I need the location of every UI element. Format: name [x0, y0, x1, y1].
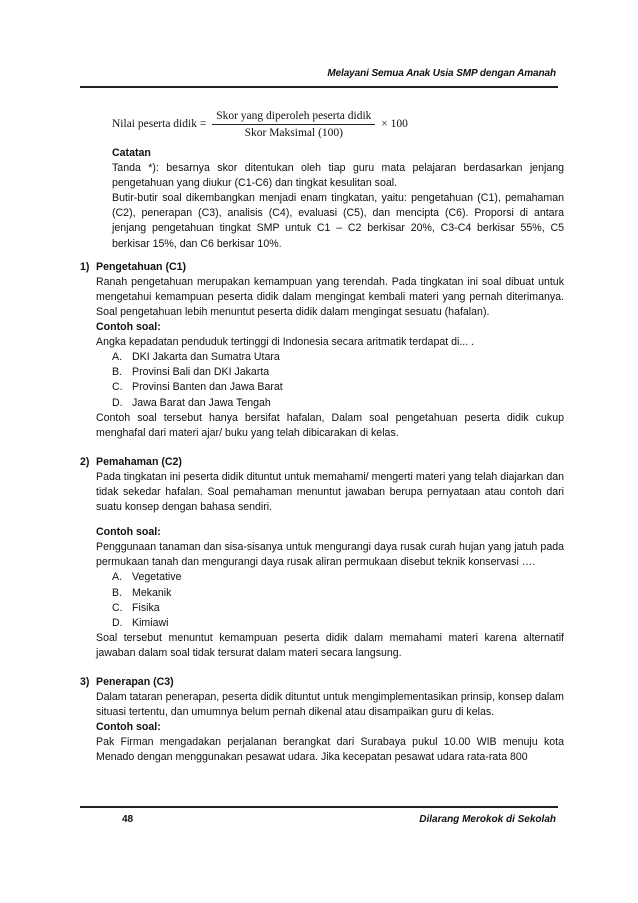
option-list	[96, 570, 564, 630]
document-body	[80, 146, 564, 766]
option-item	[112, 570, 564, 585]
option-text: Mekanik	[132, 586, 172, 599]
option-item	[112, 365, 564, 380]
formula-lhs: Nilai peserta didik =	[112, 118, 207, 131]
page-number: 48	[122, 814, 134, 825]
option-letter: B.	[112, 586, 123, 599]
closing-text: Soal tersebut menuntut kemampuan peserta didik dalam memahami materi karena alternatif jawaban dalam soal tidak tersurat dalam materi secara langsung.	[96, 631, 564, 659]
option-letter: D.	[112, 616, 123, 629]
closing-text: Contoh soal tersebut hanya bersifat hafalan, Dalam soal pengetahuan peserta didik cukup menghafal dari materi ajar/ buku yang telah dibicarakan di kelas.	[96, 411, 564, 439]
section-text: Dalam tataran penerapan, peserta didik dituntut untuk mengimplementasikan prinsip, konsep dalam situasi tertentu, dan umumnya belum pernah dikenal atau disampaikan guru di kelas.	[96, 691, 564, 719]
question-text: Penggunaan tanaman dan sisa-sisanya untuk mengurangi daya rusak curah hujan yang jatuh pada permukaan tanah dan mengurangi daya rusak aliran permukaan disebut teknik konservasi ….	[96, 541, 564, 569]
option-letter: C.	[112, 601, 123, 614]
formula-rhs: × 100	[381, 118, 408, 131]
running-footer: Dilarang Merokok di Sekolah	[419, 814, 556, 825]
option-text: Provinsi Bali dan DKI Jakarta	[132, 366, 270, 379]
question-text: Pak Firman mengadakan perjalanan berangkat dari Surabaya pukul 10.00 WIB menuju kota Menado dengan menggunakan pesawat udara. Jika kecepatan pesawat udara rata-rata 800	[96, 736, 564, 764]
section-number: 2)	[80, 455, 90, 468]
option-letter: A.	[112, 351, 123, 364]
catatan-title: Catatan	[112, 147, 151, 159]
section-text: Ranah pengetahuan merupakan kemampuan yang terendah. Pada tingkatan ini soal dibuat untuk mengetahui kemampuan peserta didik dalam mengingat kembali materi yang pernah diterimanya. Soal pengetahuan lebih menuntut peserta didik dalam mengingat sesuatu (hafalan).	[96, 275, 564, 318]
section-number: 1)	[80, 260, 90, 273]
catatan-block	[80, 146, 564, 252]
option-text: Provinsi Banten dan Jawa Barat	[132, 381, 283, 394]
section-pemahaman	[80, 455, 564, 661]
footer-rule	[80, 806, 558, 808]
section-number: 3)	[80, 676, 90, 688]
option-letter: B.	[112, 366, 123, 379]
header-rule	[80, 86, 558, 88]
section-title: Pemahaman (C2)	[96, 455, 182, 468]
section-text: Pada tingkatan ini peserta didik dituntut untuk memahami/ mengerti materi yang telah diajarkan dan tidak sekedar hafalan. Soal pemahaman menuntut jawaban berupa pernyataan atau contoh dari suatu konsep dengan bahasa sendiri.	[96, 470, 564, 514]
option-text: Fisika	[132, 601, 160, 614]
option-item	[112, 586, 564, 601]
section-title: Pengetahuan (C1)	[96, 260, 187, 273]
option-item	[112, 601, 564, 616]
option-item	[112, 396, 564, 411]
contoh-soal-title: Contoh soal:	[96, 526, 161, 539]
option-text: Vegetative	[132, 571, 182, 584]
option-letter: C.	[112, 381, 123, 394]
contoh-soal-title: Contoh soal:	[96, 321, 161, 334]
option-item	[112, 350, 564, 365]
option-text: Jawa Barat dan Jawa Tengah	[132, 396, 271, 409]
option-text: DKI Jakarta dan Sumatra Utara	[132, 351, 280, 364]
section-title: Penerapan (C3)	[96, 676, 174, 688]
formula-numerator: Skor yang diperoleh peserta didik	[212, 110, 375, 125]
option-item	[112, 616, 564, 631]
option-item	[112, 380, 564, 395]
section-pengetahuan	[80, 260, 564, 441]
option-letter: D.	[112, 396, 123, 409]
running-header: Melayani Semua Anak Usia SMP dengan Amanah	[327, 68, 556, 79]
section-penerapan	[80, 675, 564, 766]
option-text: Kimiawi	[132, 616, 169, 629]
catatan-paragraph-2: Butir-butir soal dikembangkan menjadi enam tingkatan, yaitu: pengetahuan (C1), pemahaman (C2), penerapan (C3), analisis (C4), evaluasi (C5), dan mencipta (C6). Proporsi di antara jenjang pengetahuan tingkat SMP untuk C1 – C2 berkisar 20%, C3-C4 berkisar 55%, C5 berkisar 15%, dan C6 berkisar 10%.	[112, 192, 564, 250]
contoh-soal-title: Contoh soal:	[96, 721, 161, 734]
option-letter: A.	[112, 571, 123, 584]
option-list	[96, 350, 564, 410]
formula-fraction	[212, 110, 375, 139]
catatan-paragraph-1: Tanda *): besarnya skor ditentukan oleh tiap guru mata pelajaran berdasarkan jenjang pengetahuan yang diukur (C1-C6) dan tingkat kesulitan soal.	[112, 162, 564, 190]
formula-denominator: Skor Maksimal (100)	[244, 127, 343, 139]
score-formula	[112, 110, 408, 139]
question-text: Angka kepadatan penduduk tertinggi di Indonesia secara aritmatik terdapat di... .	[96, 336, 475, 349]
